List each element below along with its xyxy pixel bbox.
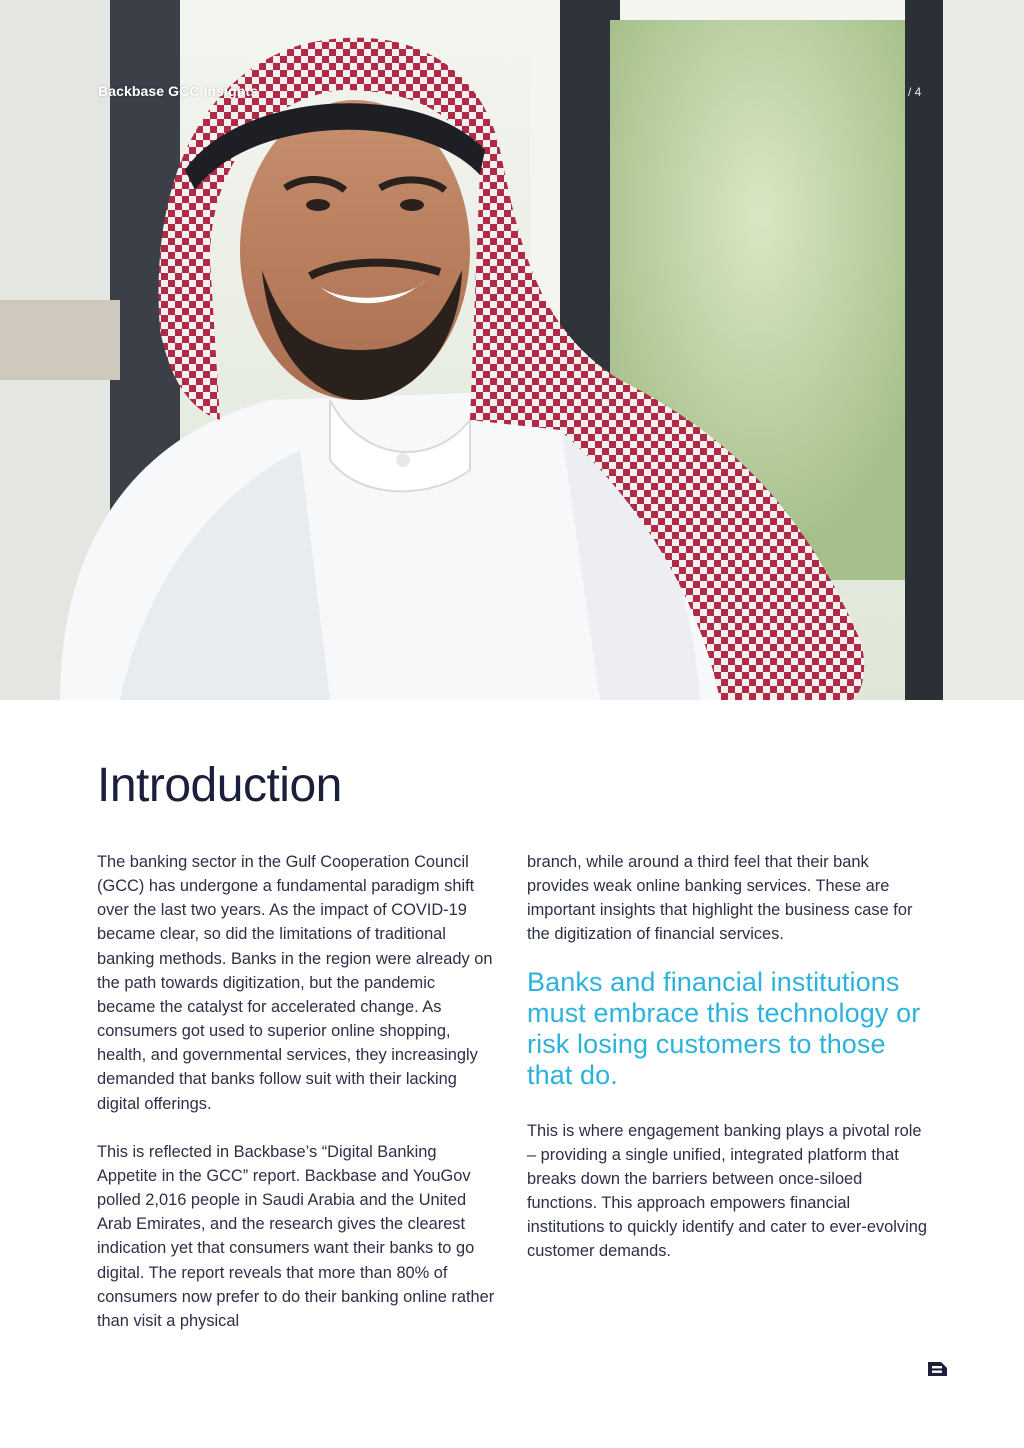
- page-number: / 4: [908, 85, 922, 99]
- page-title: Introduction: [97, 759, 342, 812]
- backbase-logo-icon: [927, 1360, 949, 1378]
- body-paragraph: This is where engagement banking plays a pivotal role – providing a single unified, integrated platform that breaks down the barriers between once-siloed functions. This approach empowers financial institutions to quickly identify and cater to ever-evolving customer demands.: [527, 1121, 927, 1261]
- body-paragraph: branch, while around a third feel that their bank provides weak online banking services. These are important insights that highlight the business case for the digitization of financial services.: [527, 853, 913, 944]
- left-column: [97, 850, 497, 1333]
- right-column: [527, 850, 927, 1264]
- hero-image: [0, 0, 1024, 700]
- pull-quote: Banks and financial institutions must embrace this technology or risk losing customers to those that do.: [527, 966, 921, 1090]
- portrait-photo: [0, 0, 1024, 700]
- body-paragraph: The banking sector in the Gulf Cooperation Council (GCC) has undergone a fundamental paradigm shift over the last two years. As the impact of COVID-19 became clear, so did the limitations of traditional banking methods. Banks in the region were already on the path towards digitization, but the pandemic became the catalyst for accelerated change. As consumers got used to superior online shopping, health, and governmental services, they increasingly demanded that banks follow suit with their lacking digital offerings.: [97, 853, 493, 1113]
- body-paragraph: This is reflected in Backbase’s “Digital Banking Appetite in the GCC” report. Backbase and YouGov polled 2,016 people in Saudi Arabia and the United Arab Emirates, and the research gives the clearest indication yet that consumers want their banks to go digital. The report reveals that more than 80% of consumers now prefer to do their banking online rather than visit a physical: [97, 1142, 495, 1330]
- header-label: Backbase GCC Insights: [98, 83, 259, 99]
